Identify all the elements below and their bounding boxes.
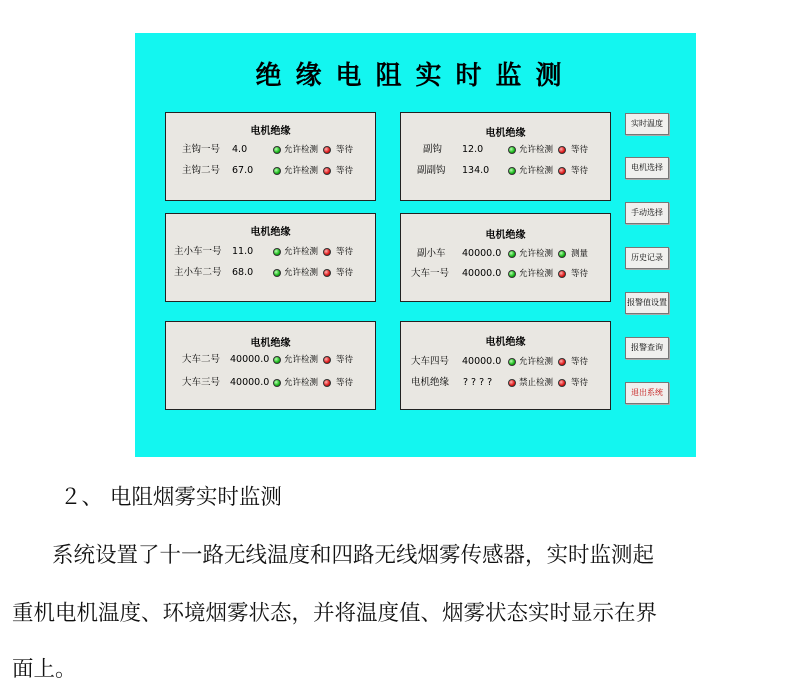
status-led-icon	[558, 146, 566, 154]
status-led-icon	[323, 269, 331, 277]
resistance-value: 12.0	[462, 144, 484, 155]
status-led-icon	[558, 167, 566, 175]
state-text: 等待	[336, 355, 354, 365]
state-text: 等待	[571, 145, 589, 155]
paragraph-line: 系统设置了十一路无线温度和四路无线烟雾传感器，实时监测起	[52, 543, 655, 568]
detect-status: 允许检测	[284, 145, 319, 155]
alarm-setting-button[interactable]: 报警值设置	[625, 292, 669, 314]
motor-row	[166, 143, 375, 157]
resistance-value: 11.0	[232, 246, 254, 257]
resistance-value: 67.0	[232, 165, 254, 176]
state-text: 等待	[336, 378, 354, 388]
motor-name: 副钩	[423, 144, 443, 155]
panel-title: 电机绝缘	[485, 337, 526, 348]
resistance-value: 40000.0	[230, 377, 270, 388]
motor-insulation-panel	[165, 321, 376, 410]
status-led-icon	[273, 248, 281, 256]
paragraph-line: 重机电机温度、环境烟雾状态，并将温度值、烟雾状态实时显示在界	[12, 601, 658, 626]
status-led-icon	[558, 379, 566, 387]
status-led-icon	[508, 358, 516, 366]
motor-row	[166, 266, 375, 280]
realtime-temperature-button[interactable]: 实时温度	[625, 113, 669, 135]
resistance-value: 40000.0	[462, 356, 502, 367]
status-led-icon	[508, 167, 516, 175]
state-text: 等待	[336, 145, 354, 155]
exit-system-button[interactable]: 退出系统	[625, 382, 669, 404]
status-led-icon	[323, 379, 331, 387]
motor-insulation-panel	[165, 112, 376, 201]
status-led-icon	[273, 269, 281, 277]
status-led-icon	[508, 250, 516, 258]
status-led-icon	[273, 379, 281, 387]
motor-insulation-panel	[400, 213, 611, 302]
resistance-value: 134.0	[462, 165, 490, 176]
section-heading: ２、 电阻烟雾实时监测	[60, 485, 282, 510]
status-led-icon	[323, 248, 331, 256]
panel-title: 电机绝缘	[485, 230, 526, 241]
motor-row	[401, 247, 610, 261]
detect-status: 允许检测	[519, 249, 554, 259]
motor-row	[401, 143, 610, 157]
resistance-value: ? ? ? ?	[463, 377, 493, 388]
state-text: 等待	[571, 378, 589, 388]
motor-insulation-panel	[165, 213, 376, 302]
status-led-icon	[273, 356, 281, 364]
detect-status: 允许检测	[519, 166, 554, 176]
manual-select-button[interactable]: 手动选择	[625, 202, 669, 224]
motor-name: 电机绝缘	[411, 377, 450, 388]
motor-name: 副小车	[417, 248, 446, 259]
detect-status: 允许检测	[284, 247, 319, 257]
motor-name: 主钩一号	[182, 144, 221, 155]
motor-name: 大车二号	[182, 354, 221, 365]
detect-status: 允许检测	[284, 378, 319, 388]
panel-title: 电机绝缘	[250, 126, 291, 137]
resistance-value: 40000.0	[462, 248, 502, 259]
motor-name: 主小车一号	[174, 246, 222, 257]
status-led-icon	[558, 358, 566, 366]
detect-status: 禁止检测	[519, 378, 554, 388]
motor-row	[166, 164, 375, 178]
state-text: 等待	[336, 268, 354, 278]
paragraph-line: 面上。	[12, 657, 77, 682]
motor-row	[401, 355, 610, 369]
status-led-icon	[323, 167, 331, 175]
motor-row	[166, 353, 375, 367]
status-led-icon	[273, 146, 281, 154]
motor-name: 主小车二号	[174, 267, 222, 278]
status-led-icon	[323, 356, 331, 364]
detect-status: 允许检测	[284, 268, 319, 278]
detect-status: 允许检测	[284, 355, 319, 365]
monitor-screen	[135, 33, 696, 457]
motor-insulation-panel	[400, 112, 611, 201]
motor-name: 大车一号	[411, 268, 450, 279]
motor-name: 主钩二号	[182, 165, 221, 176]
history-button[interactable]: 历史记录	[625, 247, 669, 269]
status-led-icon	[558, 270, 566, 278]
motor-select-button[interactable]: 电机选择	[625, 157, 669, 179]
state-text: 测量	[571, 249, 589, 259]
state-text: 等待	[571, 166, 589, 176]
status-led-icon	[273, 167, 281, 175]
state-text: 等待	[571, 357, 589, 367]
motor-name: 副副钩	[417, 165, 446, 176]
resistance-value: 4.0	[232, 144, 248, 155]
panel-title: 电机绝缘	[250, 227, 291, 238]
screen-title: 绝缘电阻实时监测	[255, 61, 576, 91]
motor-row	[166, 376, 375, 390]
motor-row	[401, 164, 610, 178]
detect-status: 允许检测	[519, 357, 554, 367]
state-text: 等待	[336, 166, 354, 176]
detect-status: 允许检测	[519, 145, 554, 155]
resistance-value: 68.0	[232, 267, 254, 278]
status-led-icon	[323, 146, 331, 154]
state-text: 等待	[336, 247, 354, 257]
motor-insulation-panel	[400, 321, 611, 410]
motor-name: 大车四号	[411, 356, 450, 367]
motor-name: 大车三号	[182, 377, 221, 388]
motor-row	[166, 245, 375, 259]
detect-status: 允许检测	[519, 269, 554, 279]
motor-row	[401, 267, 610, 281]
status-led-icon	[508, 146, 516, 154]
panel-title: 电机绝缘	[250, 338, 291, 349]
resistance-value: 40000.0	[230, 354, 270, 365]
resistance-value: 40000.0	[462, 268, 502, 279]
status-led-icon	[508, 379, 516, 387]
detect-status: 允许检测	[284, 166, 319, 176]
status-led-icon	[558, 250, 566, 258]
status-led-icon	[508, 270, 516, 278]
alarm-query-button[interactable]: 报警查询	[625, 337, 669, 359]
panel-title: 电机绝缘	[485, 128, 526, 139]
motor-row	[401, 376, 610, 390]
state-text: 等待	[571, 269, 589, 279]
